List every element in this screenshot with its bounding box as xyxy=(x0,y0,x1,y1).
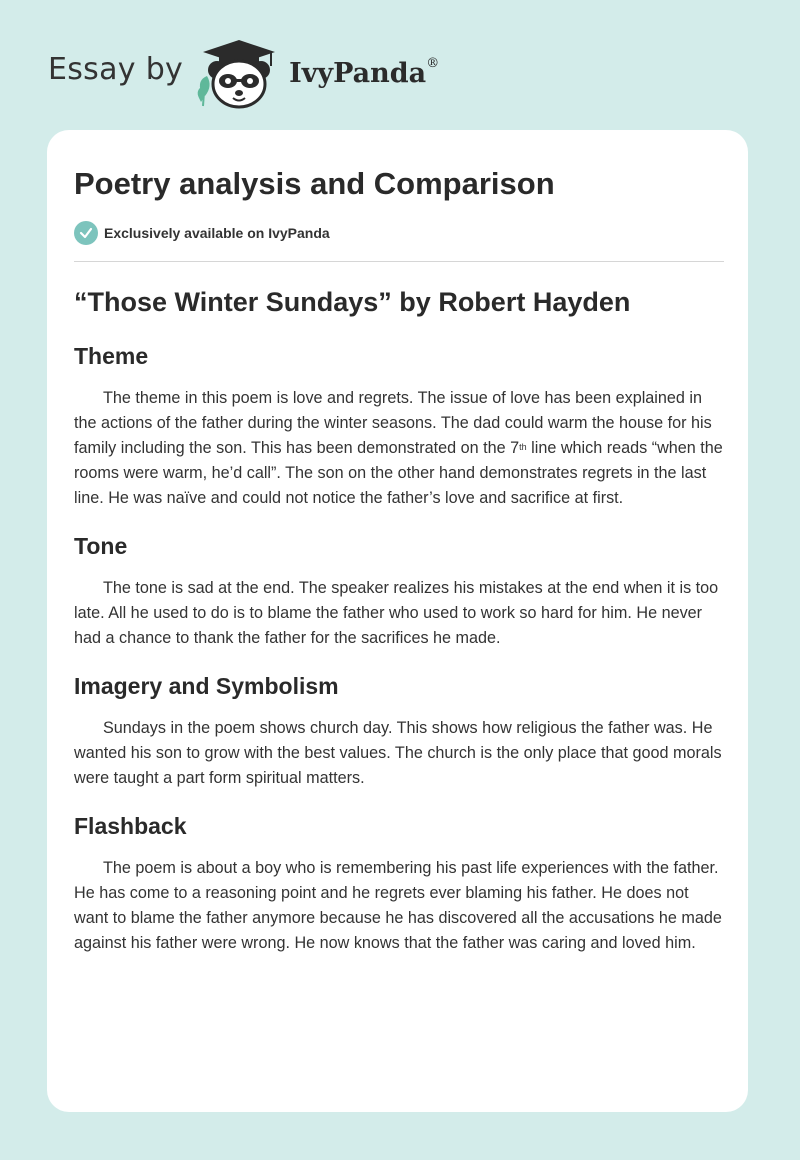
section-flashback xyxy=(74,810,724,956)
exclusive-badge-label: Exclusively available on IvyPanda xyxy=(104,225,330,241)
check-icon xyxy=(74,221,98,245)
section-paragraph: The poem is about a boy who is remembering his past life experiences with the father. He has come to a reasoning point and he regrets ever blaming his father. He does not want to blame the father anymore because he has discovered all the accusations he made against his father were wrong. He now knows that the father was caring and loved him. xyxy=(74,859,722,952)
page-title: Poetry analysis and Comparison xyxy=(74,166,555,201)
section-paragraph: Sundays in the poem shows church day. This shows how religious the father was. He wanted his son to grow with the best values. The church is the only place that good morals were taught a part form spiritual matters. xyxy=(74,719,722,787)
section-paragraph: The theme in this poem is love and regrets. The issue of love has been explained in the actions of the father during the winter seasons. The dad could warm the house for his family including the son. This has been demonstrated on the 7th line which reads “when the rooms were warm, he’d call”. The son on the other hand demonstrates regrets in the last line. He was naïve and could not notice the father’s love and sacrifice at first. xyxy=(74,389,723,507)
section-imagery xyxy=(74,670,724,791)
essay-by-label: Essay by xyxy=(48,51,184,87)
section-heading: Tone xyxy=(74,533,128,559)
essay-body xyxy=(74,282,724,975)
brand-name[interactable]: IvyPanda® xyxy=(289,55,440,89)
section-heading: Flashback xyxy=(74,813,187,839)
section-heading: Imagery and Symbolism xyxy=(74,673,339,699)
essay-card xyxy=(47,130,748,1112)
site-header xyxy=(48,36,548,116)
section-paragraph: The tone is sad at the end. The speaker realizes his mistakes at the end when it is too late. All he used to do is to blame the father who used to work so hard for him. He never had a chance to thank the father for the sacrifices he made. xyxy=(74,579,719,647)
section-heading: Theme xyxy=(74,343,149,369)
registered-mark: ® xyxy=(426,55,440,71)
divider xyxy=(74,261,724,262)
essay-subtitle: “Those Winter Sundays” by Robert Hayden xyxy=(74,287,631,317)
exclusive-badge xyxy=(74,221,330,245)
section-theme xyxy=(74,340,724,511)
section-tone xyxy=(74,530,724,651)
panda-graduate-icon[interactable] xyxy=(195,36,283,112)
